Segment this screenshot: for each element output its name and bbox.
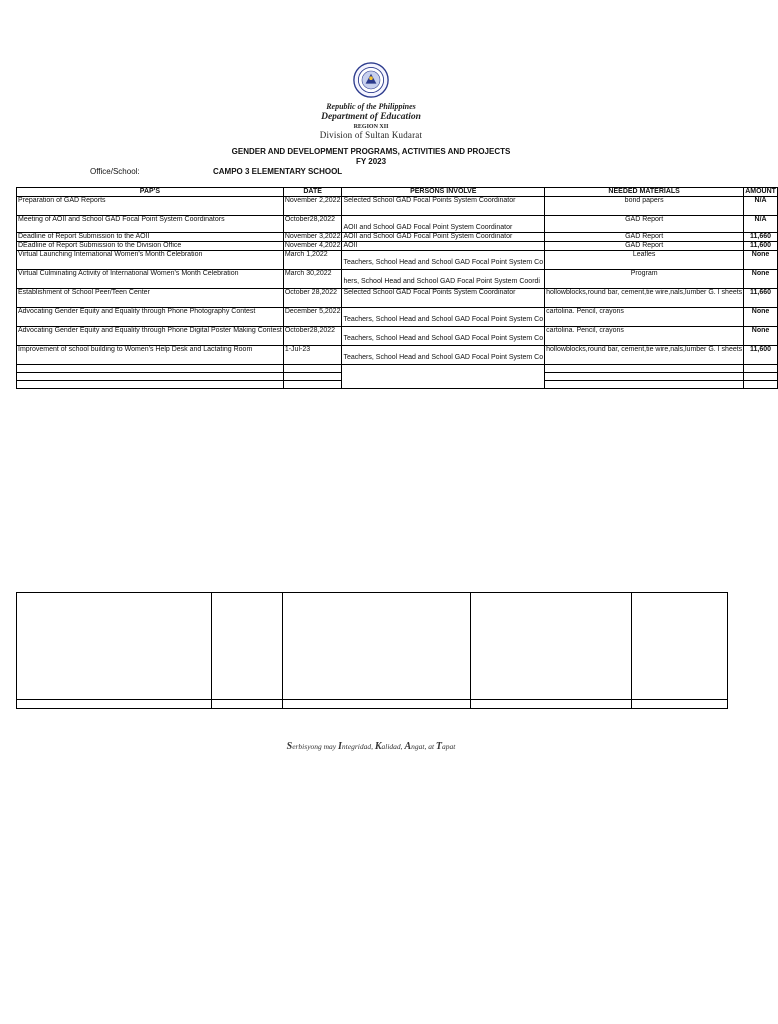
motto-cap: A [404,741,412,752]
header-paps: PAP'S [17,188,284,197]
empty-cell [545,381,744,389]
cell-date: October28,2022 [283,216,342,233]
cell-amount: 11,660 [744,289,778,308]
empty-cell [283,365,342,373]
cell-persons-wrap [342,308,545,327]
cell-persons: Teachers, School Head and School GAD Focal Point System Co [343,335,544,342]
cell-amount: None [744,251,778,270]
header-republic: Republic of the Philippines [326,102,416,111]
cell-amount: None [744,308,778,327]
cell-amount: None [744,327,778,346]
motto-cap: T [435,741,443,752]
cell-paps: Advocating Gender Equity and Equality through Phone Photography Contest [17,308,284,327]
cell-paps: Meeting of AOII and School GAD Focal Point System Coordinators [17,216,284,233]
cell-persons: hers, School Head and School GAD Focal Point System Coordi [343,278,540,285]
cell-persons: Teachers, School Head and School GAD Focal Point System Co [343,354,544,361]
blank-cell [471,700,632,709]
table-row [17,233,778,242]
table-row [17,270,778,289]
empty-cell [283,373,342,381]
empty-row [17,373,778,381]
cell-date: March 1,2022 [283,251,342,270]
cell-materials: GAD Report [545,233,744,242]
blank-cell [283,700,471,709]
cell-persons-wrap [342,270,545,289]
cell-persons: Selected School GAD Focal Points System Coordinator [342,289,545,308]
blank-cell [17,593,212,700]
empty-cell [744,365,778,373]
cell-date: November 4,2022 [284,242,341,249]
cell-materials: Program [545,270,744,289]
fiscal-year: FY 2023 [355,157,387,166]
empty-cell [17,365,284,373]
cell-persons: AOII and School GAD Focal Point System Coordinator [342,233,545,242]
blank-cell [471,593,632,700]
cell-date: December 5,2022 [283,308,342,327]
cell-paps: Improvement of school building to Women's Help Desk and Lactating Room [17,346,284,365]
cell-materials: GAD Report [545,242,744,251]
cell-paps: Preparation of GAD Reports [17,197,284,216]
motto-cap: S [286,741,293,752]
cell-persons: Teachers, School Head and School GAD Focal Point System Co [343,259,544,266]
cell-date: 1-Jul-23 [283,346,342,365]
blank-cell [212,593,283,700]
motto-text: ngat, at [411,742,436,751]
table-row [17,242,778,251]
deped-seal-icon [353,62,389,98]
empty-cell [17,381,284,389]
cell-persons-wrap [342,327,545,346]
cell-amount: 11,600 [744,242,778,251]
cell-persons: AOII and School GAD Focal Point System Coordinator [343,224,513,231]
motto-cap: I [338,741,342,752]
cell-paps: Virtual Launching International Women's Month Celebration [17,251,284,270]
cell-persons: AOII [342,242,545,251]
cell-date: November 2,2022 [283,197,342,216]
cell-materials: cartolina. Pencil, crayons [545,308,744,327]
cell-persons-wrap [342,251,545,270]
cell-materials: bond papers [545,197,744,216]
cell-materials: hollowblocks,round bar, cement,tie wire,nals,lumber G. I sheets [545,289,744,308]
empty-cell [342,365,545,373]
empty-cell [283,381,342,389]
motto-text: erbisyong may [292,742,339,751]
cell-paps: Advocating Gender Equity and Equality through Phone Digital Poster Making Contest [17,327,284,346]
table-row [17,346,778,365]
motto-cap: K [374,741,382,752]
header-date: DATE [283,188,342,197]
cell-amount: None [744,270,778,289]
cell-materials: Leafles [545,251,744,270]
document-title: GENDER AND DEVELOPMENT PROGRAMS, ACTIVITIES AND PROJECTS [231,147,511,156]
table-row [17,197,778,216]
motto [0,741,742,752]
office-value: CAMPO 3 ELEMENTARY SCHOOL [213,167,343,176]
blank-cell [17,700,212,709]
blank-cell [632,700,728,709]
motto-text: apat [442,742,456,751]
empty-row [17,365,778,373]
blank-cell [632,593,728,700]
empty-cell [744,381,778,389]
cell-persons-wrap [342,346,545,365]
cell-persons-wrap [342,216,545,233]
cell-materials: cartolina. Pencil, crayons [545,327,744,346]
blank-cell [283,593,471,700]
cell-paps: Virtual Culminating Activity of International Women's Month Celebration [17,270,284,289]
blank-row [17,700,728,709]
blank-row [17,593,728,700]
empty-cell [545,365,744,373]
header-amount: AMOUNT [745,188,776,195]
empty-cell [17,373,284,381]
header-persons: PERSONS INVOLVE [342,188,545,197]
table-row [17,251,778,270]
cell-date: October 28,2022 [283,289,342,308]
cell-materials: hollowblocks,round bar, cement,tie wire,nals,lumber G. I sheets [545,346,744,365]
cell-paps: Deadline of Report Submission to the AOII [17,233,284,242]
cell-paps: Establishment of School Peer/Teen Center [17,289,284,308]
blank-table [16,592,728,709]
table-row [17,216,778,233]
cell-date: November 3,2022 [284,233,341,240]
cell-amount: 11,660 [744,233,778,242]
header-division: Division of Sultan Kudarat [319,130,423,140]
office-label: Office/School: [90,167,140,176]
cell-paps: DEadline of Report Submission to the Division Office [17,242,284,251]
empty-row [17,381,778,389]
header-materials: NEEDED MATERIALS [545,188,744,197]
blank-cell [212,700,283,709]
cell-amount: 11,600 [744,346,778,365]
table-header-row [17,188,778,197]
table-row [17,289,778,308]
cell-date: March 30,2022 [283,270,342,289]
cell-persons: Selected School GAD Focal Points System Coordinator [342,197,545,216]
table-row [17,308,778,327]
cell-date: October28,2022 [283,327,342,346]
motto-text: ntegridad, [341,742,375,751]
empty-cell [342,381,545,389]
gad-table [16,187,778,389]
empty-cell [545,373,744,381]
empty-cell [342,373,545,381]
cell-amount: N/A [744,197,778,216]
table-row [17,327,778,346]
cell-materials: GAD Report [545,216,744,233]
cell-persons: Teachers, School Head and School GAD Focal Point System Co [343,316,544,323]
motto-text: alidad, [381,742,405,751]
header-department: Department of Education [321,112,421,122]
header-region: REGION XII [353,124,389,130]
cell-amount: N/A [744,216,778,233]
empty-cell [744,373,778,381]
